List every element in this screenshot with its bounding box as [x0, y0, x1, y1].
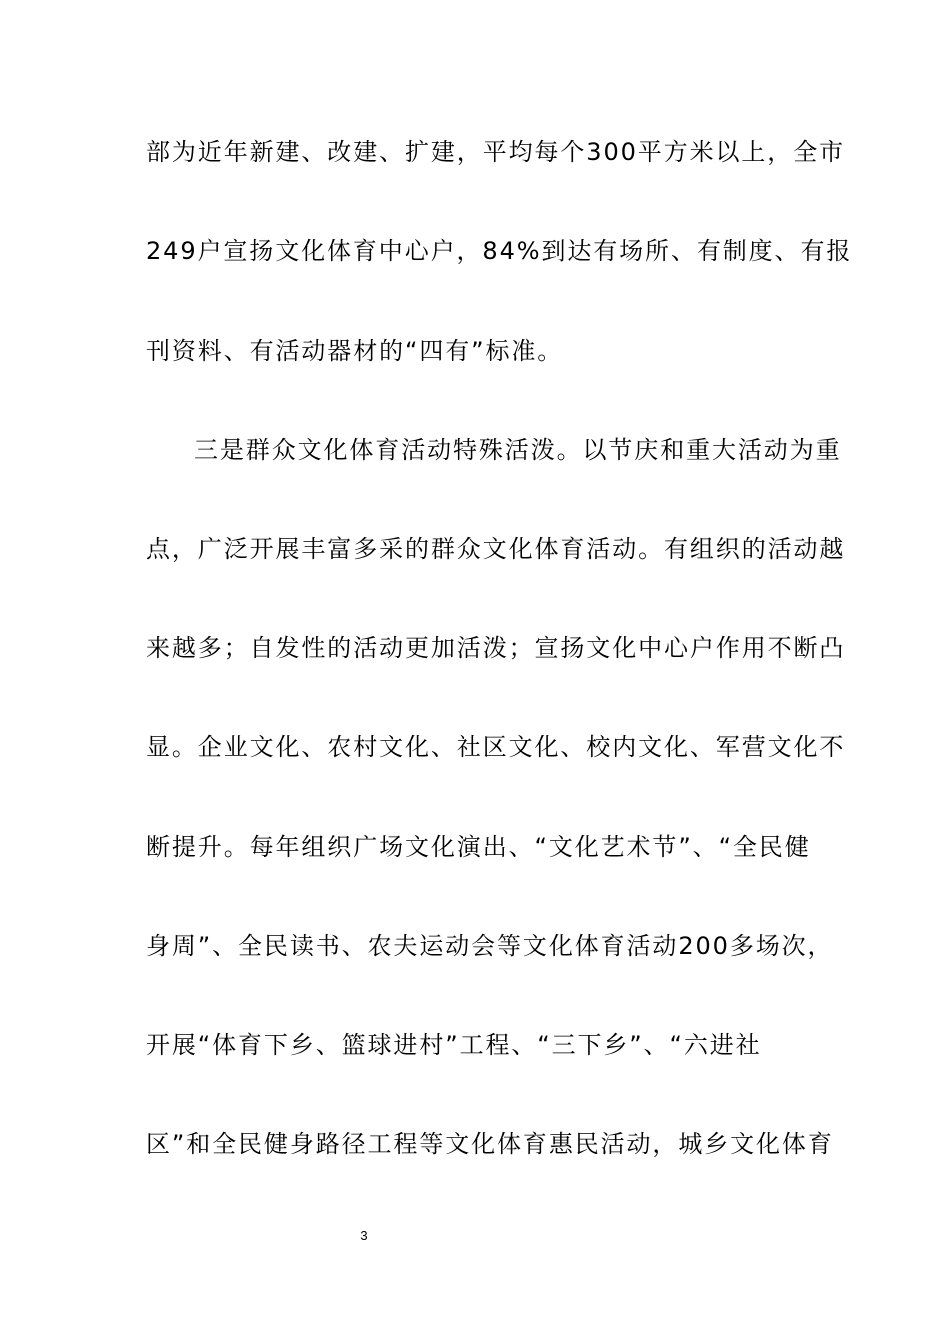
- text-line-2: 249户宣扬文化体育中心户，84%到达有场所、有制度、有报: [146, 237, 853, 265]
- text-line-6: 来越多；自发性的活动更加活泼；宣扬文化中心户作用不断凸: [146, 634, 846, 662]
- text-line-3: 刊资料、有活动器材的“四有”标准。: [146, 337, 564, 365]
- text-line-8: 断提升。每年组织广场文化演出、“文化艺术节”、“全民健: [146, 833, 811, 861]
- text-line-4-paragraph-start: 三是群众文化体育活动特殊活泼。以节庆和重大活动为重: [194, 436, 842, 464]
- text-line-7: 显。企业文化、农村文化、社区文化、校内文化、军营文化不: [146, 733, 846, 761]
- text-line-9: 身周”、全民读书、农夫运动会等文化体育活动200多场次，: [146, 932, 834, 960]
- text-line-10: 开展“体育下乡、篮球进村”工程、“三下乡”、“六进社: [146, 1031, 762, 1059]
- page-number: 3: [360, 1228, 368, 1243]
- text-line-11: 区”和全民健身路径工程等文化体育惠民活动，城乡文化体育: [146, 1130, 834, 1158]
- text-line-1: 部为近年新建、改建、扩建，平均每个300平方米以上，全市: [146, 138, 846, 166]
- text-line-5: 点，广泛开展丰富多采的群众文化体育活动。有组织的活动越: [146, 535, 846, 563]
